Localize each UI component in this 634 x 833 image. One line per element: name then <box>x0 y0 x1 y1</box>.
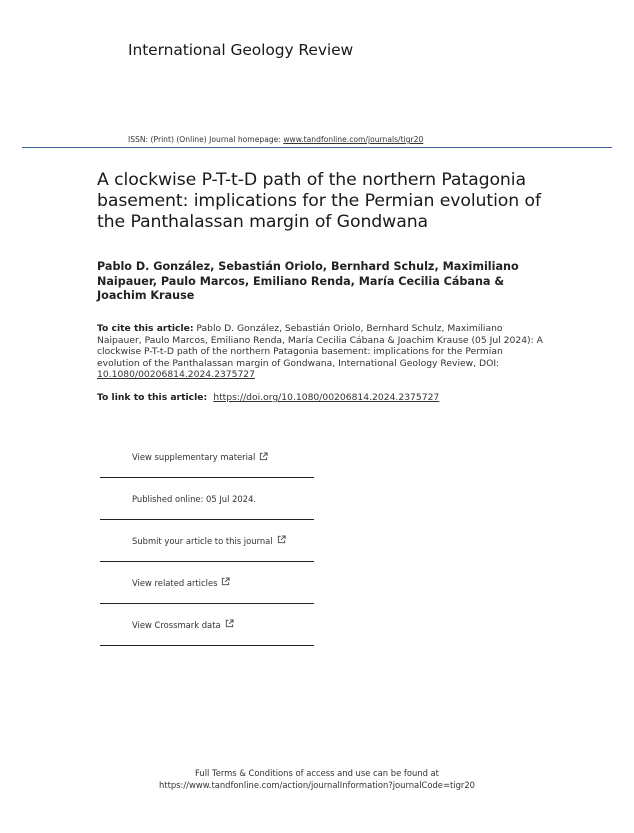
footer-terms-link[interactable]: https://www.tandfonline.com/action/journalInformation?journalCode=tigr20 <box>158 779 476 790</box>
item-label: View related articles <box>132 577 218 588</box>
footer-line-1: Full Terms & Conditions of access and use can be found at <box>195 768 439 778</box>
citation-label: To cite this article: <box>97 323 194 334</box>
item-label: View supplementary material <box>132 452 256 462</box>
external-link-icon <box>221 577 230 588</box>
article-title: A clockwise P-T-t-D path of the northern Patagonia basement: implications for the Permian evolution of the Panthalassan margin of Gondwana <box>97 170 541 232</box>
link-label: To link to this article: <box>97 392 211 403</box>
external-link-icon <box>225 619 234 630</box>
item-label: Submit your article to this journal <box>132 535 273 546</box>
item-label: Published online: 05 Jul 2024. <box>132 493 257 504</box>
article-authors: Pablo D. González, Sebastián Oriolo, Bernhard Schulz, Maximiliano Naipauer, Paulo Marcos, Emiliano Renda, María Cecilia Cábana & Joachim Krause <box>97 260 519 302</box>
view-related-articles[interactable] <box>100 562 314 604</box>
citation-doi-link[interactable]: 10.1080/00206814.2024.2375727 <box>97 369 255 380</box>
view-crossmark-data[interactable] <box>100 604 314 646</box>
citation-block <box>97 323 547 381</box>
journal-homepage-link[interactable]: www.tandfonline.com/journals/tigr20 <box>283 135 424 144</box>
article-link-line <box>97 392 439 403</box>
terms-footer <box>0 768 634 791</box>
issn-text: ISSN: (Print) (Online) Journal homepage: <box>128 135 284 144</box>
item-label: View Crossmark data <box>132 619 221 630</box>
header-divider <box>22 147 612 148</box>
journal-title: International Geology Review <box>128 41 354 59</box>
issn-line <box>128 135 423 144</box>
citation-text: Pablo D. González, Sebastián Oriolo, Bernhard Schulz, Maximiliano Naipauer, Paulo Marcos, Emiliano Renda, María Cecilia Cábana & Joachim Krause (05 Jul 2024): A clockwise P-T-t-D path of the northern Patagonia basement: implications for the Permian evolution of the Panthalassan margin of Gondwana, International Geology Review, DOI: <box>97 323 543 369</box>
article-doi-link[interactable]: https://doi.org/10.1080/00206814.2024.2375727 <box>213 392 440 403</box>
view-supplementary-material[interactable] <box>100 437 314 478</box>
external-link-icon <box>259 452 268 463</box>
article-actions-list <box>100 437 314 646</box>
published-online <box>100 478 314 520</box>
submit-article-link[interactable] <box>100 520 314 562</box>
external-link-icon <box>277 535 286 546</box>
